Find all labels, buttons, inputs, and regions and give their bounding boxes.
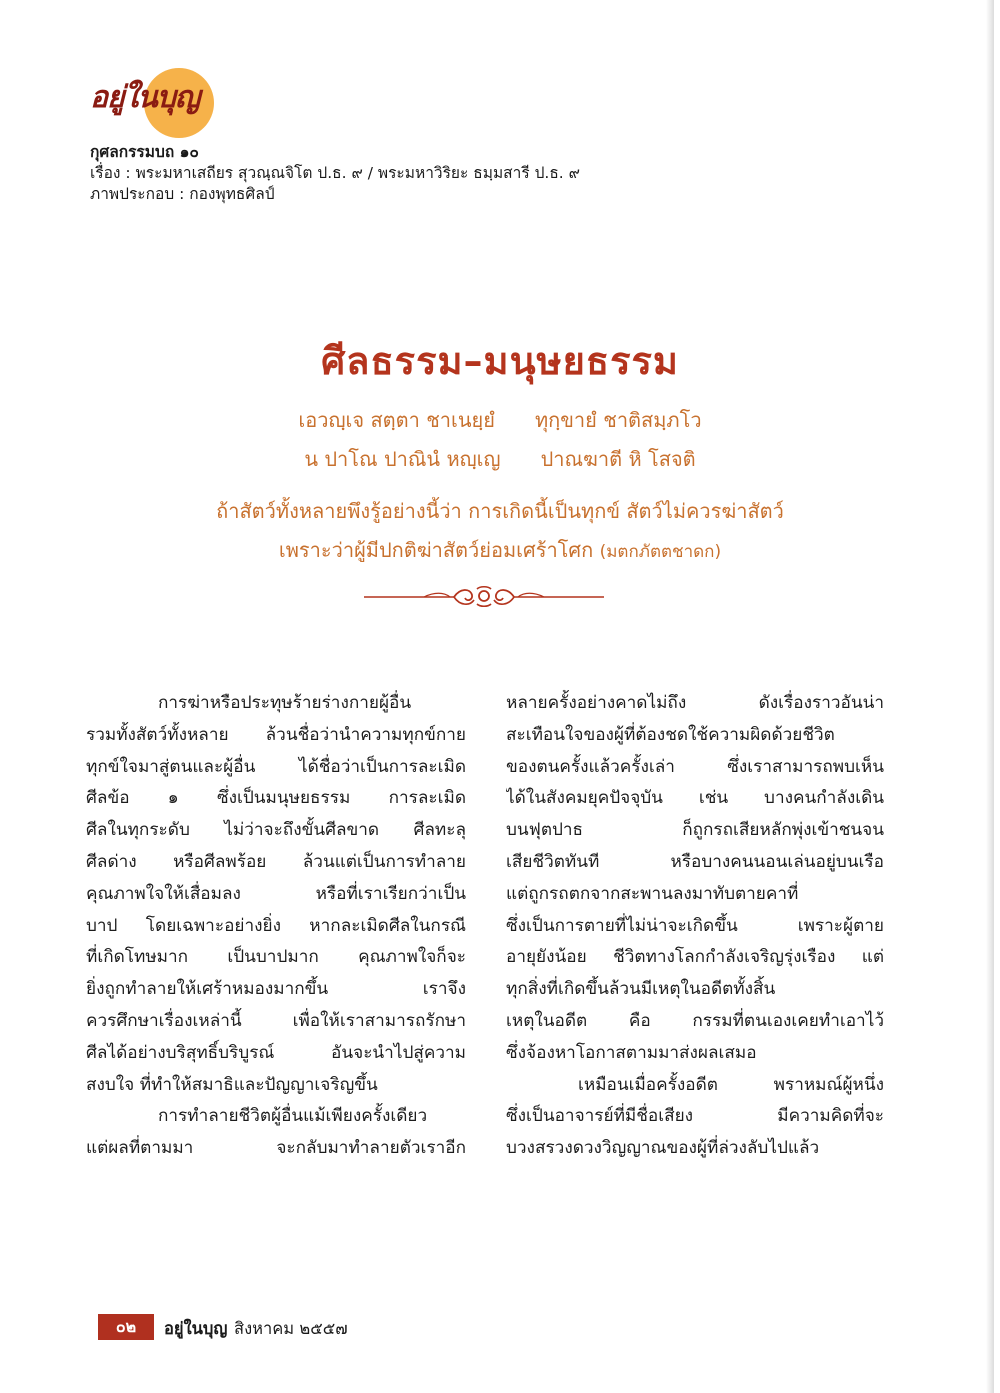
body-line: ซึ่งเป็นอาจารย์ที่มีชื่อเสียง มีความคิดที่จะ [506, 1106, 884, 1127]
verse-translation-line-2 [0, 534, 1000, 566]
body-line: ที่เกิดโทษมาก เป็นบาปมาก คุณภาพใจก็จะ [86, 947, 466, 968]
article-column-right [506, 688, 884, 1165]
body-line: ควรศึกษาเรื่องเหล่านี้ เพื่อให้เราสามารถรักษา [86, 1010, 466, 1031]
article-credits [90, 142, 790, 205]
body-line: สะเทือนใจของผู้ที่ต้องชดใช้ความผิดด้วยชีวิต [506, 724, 835, 745]
footer-issue-date: สิงหาคม ๒๕๕๗ [234, 1319, 348, 1338]
body-line: ของตนครั้งแล้วครั้งเล่า ซึ่งเราสามารถพบเห็น [506, 756, 884, 777]
body-line: ยิ่งถูกทำลายให้เศร้าหมองมากขึ้น เราจึง [86, 979, 466, 1000]
authors-line: เรื่อง : พระมหาเสถียร สุวณฺณจิโต ป.ธ. ๙ / พระมหาวิริยะ ธมฺมสารี ป.ธ. ๙ [90, 164, 581, 182]
body-line: การฆ่าหรือประทุษร้ายร่างกายผู้อื่น [158, 693, 412, 713]
translation-source: (มตกภัตตชาดก) [599, 542, 722, 562]
verse-phrase: ทุกฺขายํ ชาติสมฺภโว [534, 408, 702, 432]
illustrator-line: ภาพประกอบ : กองพุทธศิลป์ [90, 185, 275, 203]
body-line: ทุกสิ่งที่เกิดขึ้นล้วนมีเหตุในอดีตทั้งสิ้น [506, 979, 776, 1000]
verse-phrase: เอวญฺเจ สตฺตา ชาเนยฺยํ [298, 408, 495, 432]
page-number: ๐๒ [98, 1314, 154, 1340]
logo-text: อยู่ในบุญ [90, 80, 200, 115]
body-line: บวงสรวงดวงวิญญาณของผู้ที่ล่วงลับไปแล้ว [506, 1138, 820, 1159]
body-line: ศีลข้อ ๑ ซึ่งเป็นมนุษยธรรม การละเมิด [86, 788, 466, 809]
article-title: ศีลธรรม–มนุษยธรรม [321, 339, 679, 383]
body-line: บาป โดยเฉพาะอย่างยิ่ง หากละเมิดศีลในกรณี [86, 915, 466, 936]
translation-text: เพราะว่าผู้มีปกติฆ่าสัตว์ย่อมเศร้าโศก [278, 538, 594, 562]
body-line: แต่ถูกรถตกจากสะพานลงมาทับตายคาที่ [506, 883, 799, 904]
magazine-logo [88, 62, 238, 138]
article-column-left [86, 688, 466, 1165]
section-name: กุศลกรรมบถ ๑๐ [90, 143, 199, 161]
pali-verse-line-2 [0, 443, 1000, 475]
body-line: เหตุในอดีต คือ กรรมที่ตนเองเคยทำเอาไว้ [506, 1010, 884, 1031]
body-line: คุณภาพใจให้เสื่อมลง หรือที่เราเรียกว่าเป็น [86, 883, 466, 904]
body-line: การทำลายชีวิตผู้อื่นแม้เพียงครั้งเดียว [158, 1106, 428, 1127]
body-line: บนฟุตปาธ ก็ถูกรถเสียหลักพุ่งเข้าชนจน [506, 820, 884, 841]
ornament-divider-icon [364, 584, 604, 610]
body-line: เหมือนเมื่อครั้งอดีต พราหมณ์ผู้หนึ่ง [578, 1074, 884, 1095]
body-line: อายุยังน้อย ชีวิตทางโลกกำลังเจริญรุ่งเรือง แต่ [506, 947, 884, 968]
body-line: ศีลด่าง หรือศีลพร้อย ล้วนแต่เป็นการทำลาย [86, 851, 466, 872]
body-line: หลายครั้งอย่างคาดไม่ถึง ดังเรื่องราวอันน่า [506, 693, 884, 713]
footer-magazine-name: อยู่ในบุญ [164, 1319, 228, 1338]
body-line: ซึ่งจ้องหาโอกาสตามมาส่งผลเสมอ [506, 1042, 757, 1063]
pali-verse-line-1 [0, 404, 1000, 436]
page-edge-shadow [986, 0, 994, 1393]
verse-translation-line-1: ถ้าสัตว์ทั้งหลายพึงรู้อย่างนี้ว่า การเกิดนี้เป็นทุกข์ สัตว์ไม่ควรฆ่าสัตว์ [216, 499, 784, 523]
body-line: ศีลในทุกระดับ ไม่ว่าจะถึงขั้นศีลขาด ศีลทะลุ [86, 820, 466, 841]
body-line: ทุกข์ใจมาสู่ตนและผู้อื่น ได้ชื่อว่าเป็นการละเมิด [86, 756, 466, 777]
verse-phrase: ปาณฆาตี หิ โสจติ [540, 447, 696, 471]
body-line: รวมทั้งสัตว์ทั้งหลาย ล้วนชื่อว่านำความทุกข์กาย [86, 724, 466, 745]
body-line: ศีลได้อย่างบริสุทธิ์บริบูรณ์ อันจะนำไปสู่ความ [86, 1042, 466, 1063]
body-line: สงบใจ ที่ทำให้สมาธิและปัญญาเจริญขึ้น [86, 1074, 378, 1095]
body-line: ซึ่งเป็นการตายที่ไม่น่าจะเกิดขึ้น เพราะผู้ตาย [506, 915, 884, 936]
body-line: ได้ในสังคมยุคปัจจุบัน เช่น บางคนกำลังเดิน [506, 788, 884, 809]
verse-phrase: น ปาโณ ปาณินํ หญฺเญ [304, 447, 501, 471]
body-line: แต่ผลที่ตามมา จะกลับมาทำลายตัวเราอีก [86, 1138, 466, 1159]
body-line: เสียชีวิตทันที หรือบางคนนอนเล่นอยู่บนเรือ [506, 851, 884, 872]
